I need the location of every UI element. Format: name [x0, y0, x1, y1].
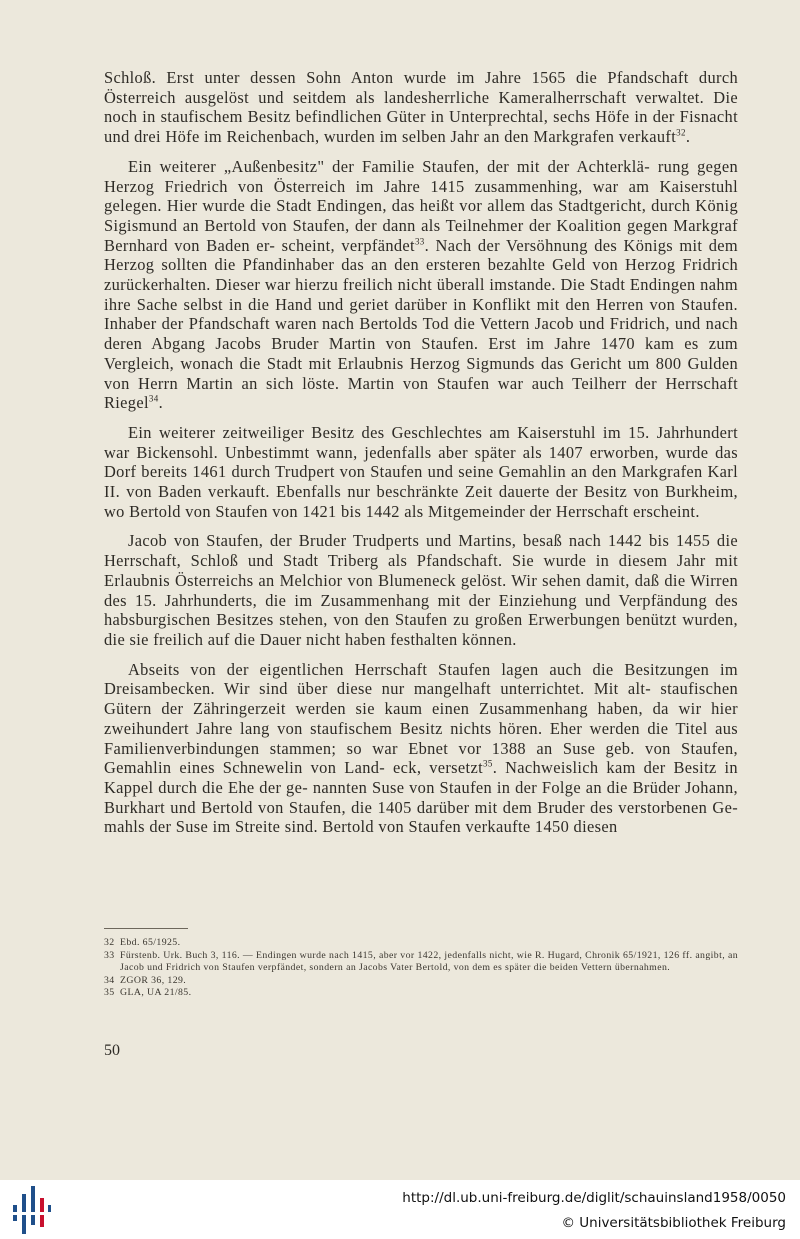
text-line: Jahr an den Markgrafen verkauft [450, 127, 677, 147]
text-line: mahls der Suse im Streite sind. Bertold von Staufen verkaufte 1450 diesen [104, 817, 618, 837]
footnote-number: 34 [104, 974, 115, 986]
text-line: mit den Herren von Staufen. Inhaber der Pfandschaft waren nach Bertolds [104, 294, 738, 334]
text-fragment: . [158, 393, 164, 413]
text-line: . Nachweislich kam der Besitz in Kappel durch die Ehe der ge- [104, 758, 738, 797]
page-number: 50 [104, 1042, 120, 1059]
text-line: nannten Suse von Staufen in der Folge an die Brüder Johann, Burkhart und [104, 777, 738, 817]
text-line: Ebnet vor 1388 an Suse geb. von Staufen, Gemahlin eines Schnewelin von Land- [104, 738, 738, 778]
footnote-34 [104, 975, 738, 988]
text-line: 15. Jahrhundert war Bickensohl. Unbestimmt wann, jedenfalls aber später als [104, 422, 738, 462]
text-line: Abseits von der eigentlichen Herrschaft Staufen lagen auch die Besitzungen [128, 659, 710, 679]
paragraph-3 [104, 423, 738, 522]
footnote-text: ZGOR 36, 129. [120, 974, 187, 986]
text-line: Martin an sich löste. Martin von Staufen war auch Teilherr der Herrschaft [186, 373, 739, 393]
text-line: Stadt mit Erlaubnis Herzog Sigmunds das Gericht um 800 Gulden von Herrn [104, 353, 738, 393]
text-line: von den Staufen zu großen Erwerbungen benützt wurden, die sie freilich auf [104, 610, 738, 649]
text-line: allem das Stadtgericht, durch König Sigismund an Bertold von Staufen, der [104, 196, 738, 235]
text-line: zurückerhalten. Dieser war hierzu freilich nicht überall imstande. Die Stadt [104, 275, 626, 295]
footnote-ref-35[interactable]: 35 [482, 758, 493, 769]
text-line: hören. Eher werden die Titel aus Familienverbindungen stammen; so war [104, 718, 739, 758]
text-line: rung gegen Herzog Friedrich von Österreich im Jahre 1415 zusammenhing, [104, 156, 738, 196]
text-line: die Pfandinhaber das an den ersteren bezahlte Geld von Herzog Fridrich [214, 255, 738, 275]
footnote-text: GLA, UA 21/85. [120, 987, 192, 999]
text-line: sechs Höfe in der Fisnacht und drei Höfe im Reichenbach, wurden im selben [104, 107, 738, 147]
text-line: seine Gemahlin an den Markgrafen Karl II. von Baden verkauft. Ebenfalls [104, 462, 739, 502]
text-line: Ein weiterer zeitweiliger Besitz des Geschlechtes am Kaiserstuhl im [128, 422, 621, 442]
text-line: dann als Teilnehmer der Koalition gegen Markgraf Bernhard von Baden er- [104, 215, 738, 255]
footnote-number: 32 [104, 937, 115, 948]
text-line: Jacob von Staufen, der Bruder Trudperts und Martins, besaß nach 1442 [128, 531, 643, 551]
text-line: verwaltet. Die noch in staufischem Besitz befindlichen Güter in Unterprechtal, [104, 87, 738, 127]
text-line: eck, versetzt [393, 758, 483, 778]
text-line: Endingen nahm ihre Sache selbst in die Hand und geriet darüber in Konflikt [104, 275, 738, 314]
paragraph-4 [104, 531, 738, 649]
paragraph-1 [104, 68, 738, 147]
text-line: Riegel [104, 393, 149, 413]
copyright-notice: © Universitätsbibliothek Freiburg [561, 1215, 786, 1231]
text-line: Bertold von Staufen, die 1405 darüber mit dem Bruder des verstorbenen Ge- [201, 797, 738, 817]
text-line: durch Österreich ausgelöst und seitdem als landesherrliche Kameralherrschaft [104, 68, 738, 107]
permalink-url[interactable]: http://dl.ub.uni-freiburg.de/diglit/schauinsland1958/0050 [402, 1190, 786, 1206]
text-line: 1407 erworben, wurde das Dorf bereits 1461 durch Trudpert von Staufen und [104, 442, 738, 482]
text-line: . Nach der Versöhnung des Königs mit dem Herzog sollten [104, 235, 738, 275]
footnote-33 [104, 950, 738, 975]
ub-freiburg-logo-icon [12, 1184, 52, 1236]
text-line: in diesem Jahr mit Erlaubnis Österreichs an Melchior von Blumeneck gelöst. [104, 551, 738, 590]
text-line: Martin von Staufen. Erst im Jahre 1470 kam es zum Vergleich, wonach die [104, 334, 738, 373]
text-line: im Dreisambecken. Wir sind über diese nur mangelhaft unterrichtet. Mit alt- [104, 659, 738, 699]
text-line: Schloß. Erst unter dessen Sohn Anton wurde im Jahre 1565 die Pfandschaft [104, 68, 689, 87]
text-line: haben, da wir hier zweihundert Jahre lang von staufischem Besitz nichts [104, 699, 738, 738]
text-line: bis 1455 die Herrschaft, Schloß und Stadt Triberg als Pfandschaft. Sie wurde [104, 531, 738, 571]
text-line: von 1421 bis 1442 als Mitgemeinder der Herrschaft erscheint. [272, 501, 700, 521]
text-line: die Dauer nicht haben festhalten können. [234, 629, 517, 649]
text-line: war am Kaiserstuhl gelegen. Hier wurde die Stadt Endingen, das heißt vor [104, 176, 738, 216]
footnote-text: Ebd. 65/1925. [120, 937, 181, 948]
paragraph-5 [104, 660, 738, 837]
footnotes [104, 937, 738, 1000]
body-text [104, 68, 738, 837]
text-line: nur beschränkte Zeit dauerte der Besitz von Burkheim, wo Bertold von Staufen [104, 482, 738, 521]
text-fragment: . [685, 127, 691, 147]
text-line: Ein weiterer „Außenbesitz" der Familie Staufen, der mit der Achterklä- [128, 156, 651, 176]
footnote-ref-32[interactable]: 32 [676, 127, 686, 138]
text-line: staufischen Gütern der Zähringerzeit werden sie kaum einen Zusammenhang [104, 679, 738, 719]
text-line: Tod die Vettern Jacob und Fridrich, und nach deren Abgang Jacobs Bruder [104, 314, 739, 354]
footnote-32 [104, 937, 738, 950]
text-line: Wir sehen damit, daß die Wirren des 15. Jahrhunderts, die im Zusammenhang [104, 570, 739, 610]
text-line: scheint, verpfändet [281, 235, 415, 255]
library-footer [0, 1180, 800, 1239]
paragraph-2 [104, 157, 738, 413]
footnote-text: Fürstenb. Urk. Buch 3, 116. — Endingen wurde nach 1415, aber vor 1422, jedenfalls nicht, wie R. Hugard, Chronik 65/1921, 126 ff. angibt, an Jacob und Fridrich von Staufen verpfändet, sondern an Jacobs Vater Bertold, von dem es später die beiden Vettern übernahmen. [120, 949, 738, 974]
footnote-number: 33 [104, 949, 115, 961]
footnote-35 [104, 987, 738, 1000]
footnote-ref-34[interactable]: 34 [148, 393, 159, 404]
footnote-divider [104, 928, 188, 929]
footnote-ref-33[interactable]: 33 [414, 236, 425, 247]
text-line: mit der Einziehung und Verpfändung des habsburgischen Besitzes stehen, [104, 590, 739, 630]
footnote-number: 35 [104, 987, 115, 999]
